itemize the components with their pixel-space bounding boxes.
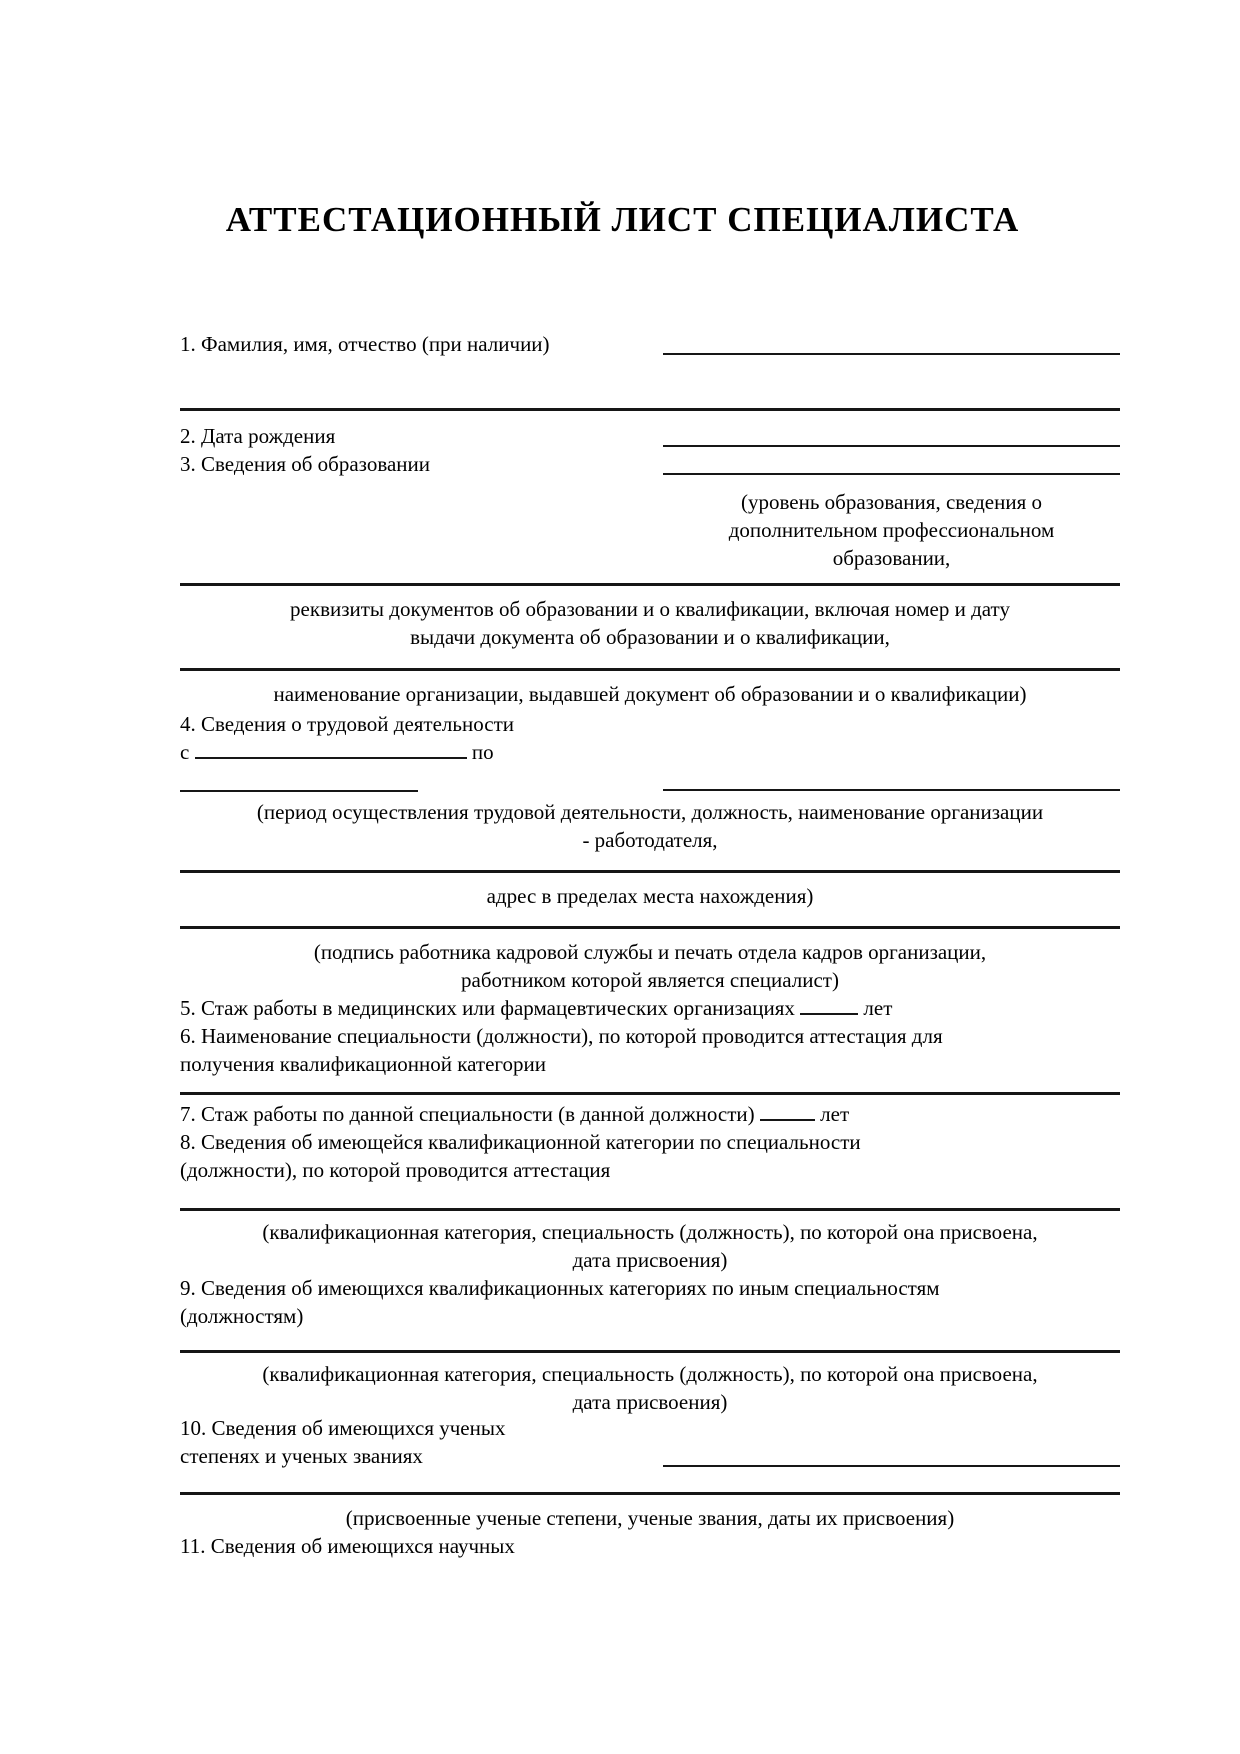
item-4-from-label: с [180, 740, 190, 764]
ruled-line-2 [180, 583, 1120, 586]
education-docs-hint [180, 595, 1120, 651]
item-3-label: 3. Сведения об образовании [180, 452, 431, 476]
item-6-label [180, 1022, 1120, 1078]
item-4-label: 4. Сведения о трудовой деятельности [180, 712, 514, 736]
item-2-blank-line [663, 445, 1120, 447]
ruled-line-4 [180, 870, 1120, 873]
item-7-years-blank [760, 1117, 815, 1121]
item-7-row [180, 1100, 1120, 1128]
item-6-label-line-1: 6. Наименование специальности (должности), по которой проводится аттестация для [180, 1024, 943, 1048]
item-2-row [180, 422, 1120, 450]
hr-signature-hint-line-2: работником которой является специалист) [461, 968, 839, 992]
item-11-label: 11. Сведения об имеющихся научных [180, 1534, 515, 1558]
item-10-label-line-2: степенях и ученых званиях [180, 1444, 423, 1468]
item-5-row [180, 994, 1120, 1022]
qualification-hint-item9-line-2: дата присвоения) [572, 1390, 728, 1414]
document-title: АТТЕСТАЦИОННЫЙ ЛИСТ СПЕЦИАЛИСТА [225, 200, 1020, 239]
item-7-label: 7. Стаж работы по данной специальности (в данной должности) [180, 1102, 755, 1126]
item-1-blank-line [663, 353, 1120, 355]
qualification-hint-item9 [180, 1360, 1120, 1416]
item-4-from-blank [195, 755, 467, 759]
item-6-label-line-2: получения квалификационной категории [180, 1052, 546, 1076]
item-4-to-label: по [471, 740, 494, 764]
hr-signature-hint-line-1: (подпись работника кадровой службы и печать отдела кадров организации, [313, 940, 987, 964]
item-8-label-line-1: 8. Сведения об имеющейся квалификационной категории по специальности [180, 1130, 861, 1154]
work-address-hint-line: адрес в пределах места нахождения) [486, 884, 814, 908]
item-5-label: 5. Стаж работы в медицинских или фармацевтических организациях [180, 996, 795, 1020]
hr-signature-hint [180, 938, 1120, 994]
ruled-line-6 [180, 1092, 1120, 1095]
item-2-label: 2. Дата рождения [180, 424, 336, 448]
item-5-units: лет [863, 996, 893, 1020]
item-7-units: лет [820, 1102, 850, 1126]
education-docs-hint-line-2: выдачи документа об образовании и о квалификации, [410, 625, 890, 649]
item-9-label [180, 1274, 1120, 1330]
degrees-hint [180, 1504, 1120, 1532]
item-10-label-line-2-row [180, 1442, 1120, 1470]
work-period-hint [180, 798, 1120, 854]
qualification-hint-item8 [180, 1218, 1120, 1274]
education-docs-hint-line-1: реквизиты документов об образовании и о квалификации, включая номер и дату [290, 597, 1010, 621]
item-10-blank-line [663, 1465, 1120, 1467]
item-9-label-line-2: (должностям) [180, 1304, 304, 1328]
item-3-blank-line [663, 473, 1120, 475]
qualification-hint-item9-line-1: (квалификационная категория, специальность (должность), по которой она присвоена, [262, 1362, 1038, 1386]
education-level-hint-line-2: дополнительном профессиональном [728, 518, 1055, 542]
education-level-hint [663, 488, 1120, 572]
ruled-line-1 [180, 408, 1120, 411]
work-address-hint [180, 882, 1120, 910]
item-9-label-line-1: 9. Сведения об имеющихся квалификационных категориях по иным специальностям [180, 1276, 940, 1300]
item-4-label-row [180, 710, 1120, 738]
document-content [180, 0, 1120, 1754]
item-4-period-row [180, 738, 1120, 766]
item-5-years-blank [800, 1011, 858, 1015]
degrees-hint-line: (присвоенные ученые степени, ученые звания, даты их присвоения) [345, 1506, 955, 1530]
education-org-hint [180, 680, 1120, 708]
ruled-line-7 [180, 1208, 1120, 1211]
item-10-label-line-1-row [180, 1414, 1120, 1442]
item-11-label-row [180, 1532, 1120, 1560]
item-1-row [180, 330, 1120, 358]
item-8-label [180, 1128, 1120, 1184]
item-8-label-line-2: (должности), по которой проводится аттестация [180, 1158, 611, 1182]
education-level-hint-line-3: образовании, [832, 546, 951, 570]
ruled-line-3 [180, 668, 1120, 671]
item-4-blank-line [663, 789, 1120, 791]
qualification-hint-item8-line-1: (квалификационная категория, специальность (должность), по которой она присвоена, [262, 1220, 1038, 1244]
qualification-hint-item8-line-2: дата присвоения) [572, 1248, 728, 1272]
item-1-label: 1. Фамилия, имя, отчество (при наличии) [180, 332, 550, 356]
item-4-period-row-2 [180, 766, 1120, 794]
education-level-hint-line-1: (уровень образования, сведения о [741, 490, 1042, 514]
work-period-hint-line-1: (период осуществления трудовой деятельности, должность, наименование организации [256, 800, 1044, 824]
ruled-line-9 [180, 1492, 1120, 1495]
item-4-to-blank [180, 788, 418, 792]
ruled-line-8 [180, 1350, 1120, 1353]
work-period-hint-line-2: - работодателя, [582, 828, 718, 852]
education-org-hint-line: наименование организации, выдавшей документ об образовании и о квалификации) [273, 682, 1027, 706]
item-10-label-line-1: 10. Сведения об имеющихся ученых [180, 1416, 506, 1440]
item-3-row [180, 450, 1120, 478]
ruled-line-5 [180, 926, 1120, 929]
